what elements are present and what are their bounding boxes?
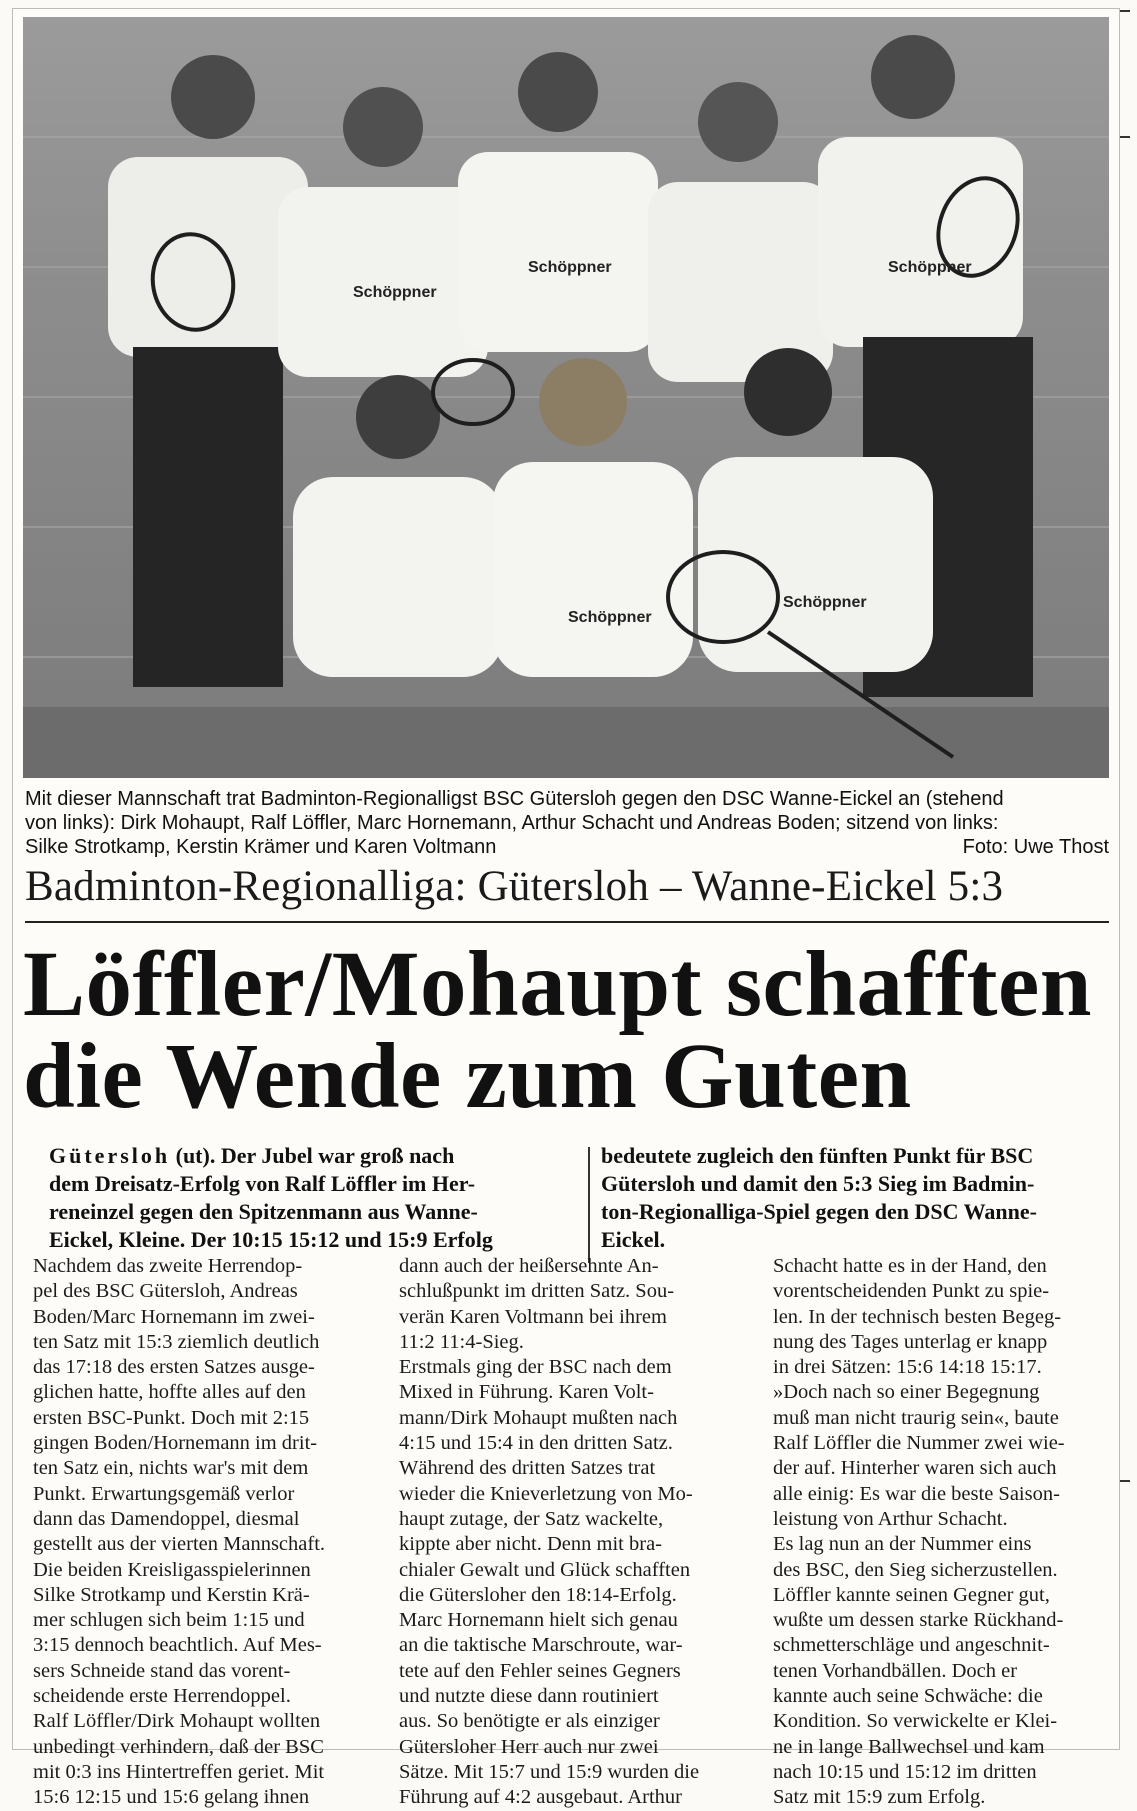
body-text-line: mer schlugen sich beim 1:15 und (33, 1609, 305, 1632)
body-text-line: aus. So benötigte er als einziger (399, 1710, 660, 1733)
shirt-print-4: Schöppner (568, 609, 652, 626)
body-text-line: an die taktische Marschroute, war- (399, 1634, 683, 1657)
lead-right-line-2: Gütersloh und damit den 5:3 Sieg im Badmin- (601, 1171, 1035, 1196)
lead-separator (588, 1147, 590, 1263)
lead-right-line-4: Eickel. (601, 1227, 666, 1252)
body-text-line: Silke Strotkamp und Kerstin Krä- (33, 1583, 310, 1606)
body-text-line: gingen Boden/Hornemann im drit- (33, 1432, 318, 1455)
body-text-line: wieder die Knieverletzung von Mo- (399, 1482, 693, 1505)
body-text-line: Sätze. Mit 15:7 und 15:9 wurden die (399, 1760, 700, 1783)
body-text-line: Kondition. So verwickelte er Klei- (773, 1710, 1058, 1733)
body-text-line: Mixed in Führung. Karen Volt- (399, 1381, 654, 1404)
lead-right-line-3: ton-Regionalliga-Spiel gegen den DSC Wanne- (601, 1199, 1037, 1224)
body-text-line: des BSC, den Sieg sicherzustellen. (773, 1558, 1058, 1581)
team-photo (23, 17, 1109, 778)
body-text-line: das 17:18 des ersten Satzes ausge- (33, 1356, 315, 1379)
body-text-line: dann das Damendoppel, diesmal (33, 1507, 300, 1530)
body-text-line: leistung von Arthur Schacht. (773, 1507, 1008, 1530)
shirt-print-3: Schöppner (888, 259, 972, 276)
body-text-line: 15:6 12:15 und 15:6 gelang ihnen (33, 1786, 310, 1809)
body-text-line: dann auch der heißersehnte An- (399, 1255, 659, 1277)
headline-line-2: die Wende zum Guten (23, 1025, 912, 1128)
body-text-line: Ralf Löffler/Dirk Mohaupt wollten (33, 1710, 321, 1733)
shirt-print-1: Schöppner (353, 284, 437, 301)
lead-right-line-1: bedeutete zugleich den fünften Punkt für BSC (601, 1143, 1034, 1168)
body-text-line: Schacht hatte es in der Hand, den (773, 1255, 1047, 1277)
body-text-line: scheidende erste Herrendoppel. (33, 1685, 291, 1708)
photo-caption (25, 787, 1109, 859)
body-text-line: die Gütersloher den 18:14-Erfolg. (399, 1583, 677, 1606)
body-text-line: Erstmals ging der BSC nach dem (399, 1356, 672, 1379)
body-text-line: chialer Gewalt und Glück schafften (399, 1558, 691, 1581)
body-text-line: Gütersloher Herr auch nur zwei (399, 1735, 659, 1758)
body-column-1 (33, 1254, 325, 1811)
body-text-line: vorentscheidenden Punkt zu spie- (773, 1280, 1050, 1303)
body-text-line: mit 0:3 ins Hintertreffen geriet. Mit (33, 1760, 325, 1783)
body-text-line: Punkt. Erwartungsgemäß verlor (33, 1482, 295, 1505)
body-text-line: 3:15 dennoch beachtlich. Auf Mes- (33, 1634, 322, 1657)
body-text-line: Nachdem das zweite Herrendop- (33, 1255, 303, 1277)
body-text-line: nach 10:15 und 15:12 im dritten (773, 1760, 1037, 1783)
body-text-line: len. In der technisch besten Begeg- (773, 1305, 1062, 1328)
body-text-line: Marc Hornemann hielt sich genau (399, 1609, 678, 1632)
body-text-line: 11:2 11:4-Sieg. (399, 1330, 524, 1353)
body-text-line: Führung auf 4:2 ausgebaut. Arthur (399, 1786, 682, 1809)
body-text-line: Es lag nun an der Nummer eins (773, 1533, 1032, 1556)
body-text-line: haupt zutage, der Satz wackelte, (399, 1507, 664, 1530)
lead-line-2: dem Dreisatz-Erfolg von Ralf Löffler im Her- (49, 1171, 476, 1196)
body-text-line: alle einig: Es war die beste Saison- (773, 1482, 1060, 1505)
body-text-line: schmetterschläge und angeschnit- (773, 1634, 1050, 1657)
body-text-line: Die beiden Kreisligasspielerinnen (33, 1558, 311, 1581)
caption-line-3: Silke Strotkamp, Kerstin Krämer und Karen Voltmann (25, 836, 497, 858)
body-text-line: der auf. Hinterher waren sich auch (773, 1457, 1057, 1480)
kicker-rule (25, 921, 1109, 923)
body-text-line: Löffler kannte seinen Gegner gut, (773, 1583, 1050, 1606)
shirt-print-2: Schöppner (528, 259, 612, 276)
body-text-line: Während des dritten Satzes trat (399, 1457, 656, 1480)
lead-line-1: (ut). Der Jubel war groß nach (170, 1143, 455, 1168)
body-text-line: »Doch nach so einer Begegnung (773, 1381, 1040, 1404)
body-text-line: nung des Tages unterlag er knapp (773, 1330, 1048, 1353)
body-text-line: 4:15 und 15:4 in den dritten Satz. (399, 1432, 673, 1455)
dateline: Gütersloh (49, 1143, 171, 1168)
caption-line-1: Mit dieser Mannschaft trat Badminton-Regionalligst BSC Gütersloh gegen den DSC Wanne-Eickel an (stehend (25, 788, 1004, 810)
body-text-line: gestellt aus der vierten Mannschaft. (33, 1533, 326, 1556)
body-text-line: wußte um dessen starke Rückhand- (773, 1609, 1064, 1632)
lead-right (601, 1142, 1037, 1254)
body-text-line: ten Satz ein, nichts war's mit dem (33, 1457, 309, 1480)
lead-line-3: reneinzel gegen den Spitzenmann aus Wanne- (49, 1199, 478, 1224)
lead-left (49, 1142, 493, 1254)
body-text-line: schlußpunkt im dritten Satz. Sou- (399, 1280, 675, 1303)
shirt-print-5: Schöppner (783, 594, 867, 611)
body-text-line: tete auf den Fehler seines Gegners (399, 1659, 681, 1682)
body-text-line: kannte auch seine Schwäche: die (773, 1685, 1043, 1708)
photo-credit: Foto: Uwe Thost (962, 836, 1109, 858)
headline-line-1: Löffler/Mohaupt schafften (23, 933, 1092, 1036)
body-text-line: unbedingt verhindern, daß der BSC (33, 1735, 324, 1758)
body-text-line: ten Satz mit 15:3 ziemlich deutlich (33, 1330, 320, 1353)
body-text-line: Ralf Löffler die Nummer zwei wie- (773, 1432, 1065, 1455)
body-text-line: in drei Sätzen: 15:6 14:18 15:17. (773, 1356, 1042, 1379)
body-text-line: Satz mit 15:9 zum Erfolg. (773, 1786, 986, 1809)
body-column-2 (399, 1254, 699, 1811)
body-text-line: ne in lange Ballwechsel und kam (773, 1735, 1045, 1758)
body-text-line: kippte aber nicht. Denn mit bra- (399, 1533, 662, 1556)
article-headline (23, 933, 1113, 1128)
lead-line-4: Eickel, Kleine. Der 10:15 15:12 und 15:9 Erfolg (49, 1227, 493, 1252)
newspaper-clipping (12, 8, 1120, 1809)
caption-line-2: von links): Dirk Mohaupt, Ralf Löffler, Marc Hornemann, Arthur Schacht und Andreas Boden; sitzend von links: (25, 812, 999, 834)
body-text-line: und nutzte diese dann routiniert (399, 1685, 659, 1708)
body-text-line: mann/Dirk Mohaupt mußten nach (399, 1406, 678, 1429)
body-text-line: Boden/Marc Hornemann im zwei- (33, 1305, 315, 1328)
team-photo-illustration (23, 17, 1109, 778)
body-text-line: muß man nicht traurig sein«, baute (773, 1406, 1059, 1429)
body-text-line: tenen Vorhandbällen. Doch er (773, 1659, 1018, 1682)
body-text-line: verän Karen Voltmann bei ihrem (399, 1305, 667, 1328)
body-text-line: sers Schneide stand das vorent- (33, 1659, 291, 1682)
body-column-3 (773, 1254, 1065, 1811)
body-text-line: ersten BSC-Punkt. Doch mit 2:15 (33, 1406, 310, 1429)
article-kicker: Badminton-Regionalliga: Gütersloh – Wanne-Eickel 5:3 (25, 863, 1004, 910)
body-text-line: pel des BSC Gütersloh, Andreas (33, 1280, 298, 1303)
body-text-line: glichen hatte, hoffte alles auf den (33, 1381, 306, 1404)
